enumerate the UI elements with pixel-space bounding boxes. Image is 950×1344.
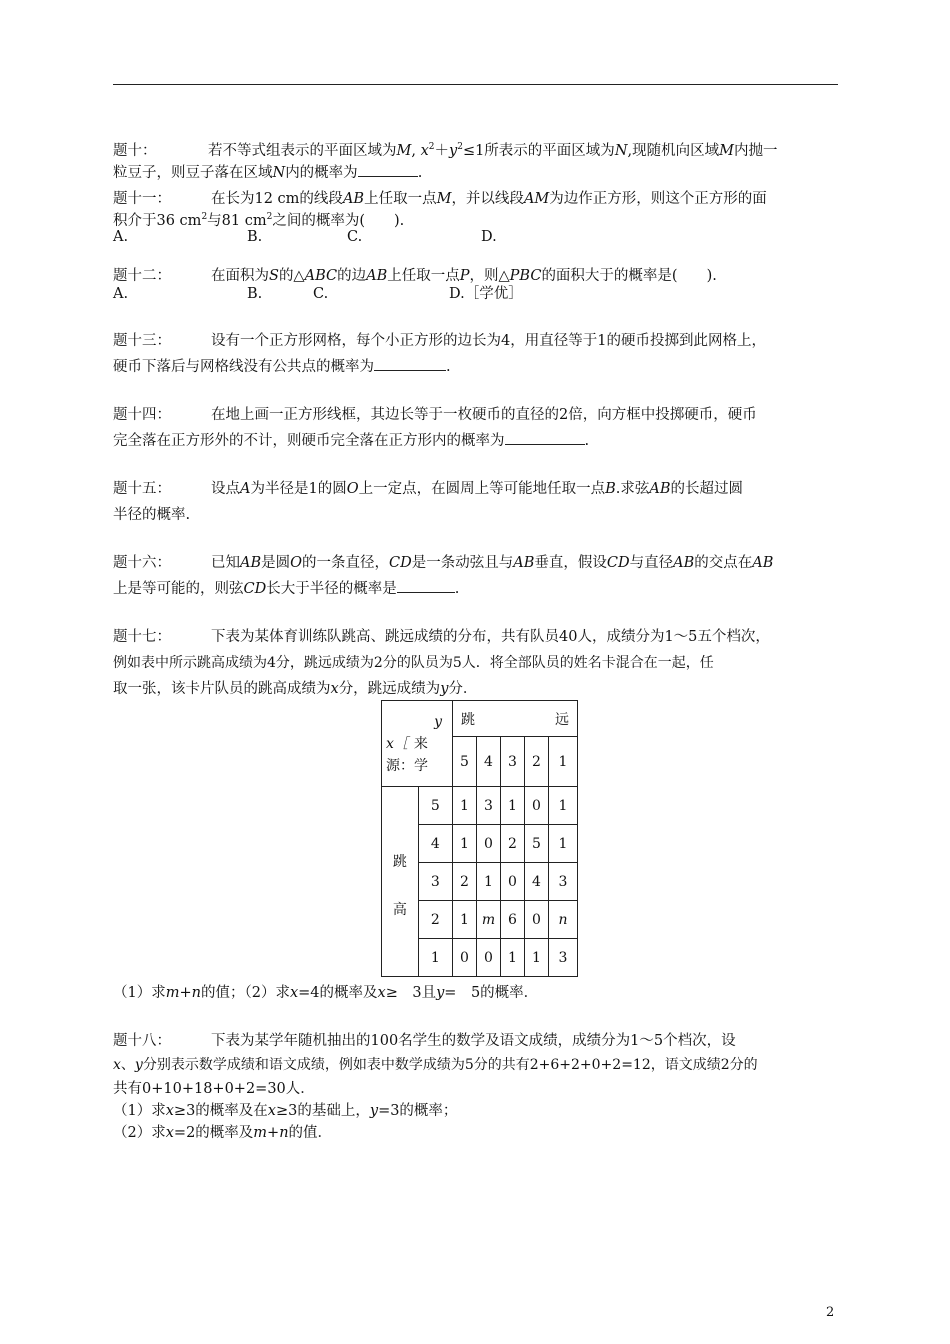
question-13: 题十三： 设有一个正方形网格，每个小正方形的边长为4，用直径等于1的硬币投掷到此网格上， 硬币下落后与网格线没有公共点的概率为 . (113, 333, 766, 375)
q12-options (113, 285, 613, 303)
option-b: B. (247, 229, 263, 245)
col-header: 2 (525, 737, 549, 787)
table-cell: 4 (525, 863, 549, 901)
col-header: 4 (477, 737, 501, 787)
table-cell: 3 (549, 939, 578, 977)
table-cell: 2 (501, 825, 525, 863)
row-header: 4 (418, 825, 452, 863)
q11-options (113, 228, 613, 246)
question-17-subparts: （1）求m+n的值；（2）求x=4的概率及x≥ 3且y= 5的概率． (113, 985, 539, 1001)
table-cell: 2 (453, 863, 477, 901)
question-12: 题十二： 在面积为S的△ABC的边AB上任取一点P，则△PBC的面积大于的概率是( ). (113, 268, 717, 284)
answer-blank (397, 578, 455, 593)
col-header: 1 (549, 737, 578, 787)
row-header: 3 (418, 863, 452, 901)
table-cell: 3 (477, 787, 501, 825)
table-cell: 1 (549, 825, 578, 863)
row-header: 2 (418, 901, 452, 939)
table-cell: 0 (501, 863, 525, 901)
table-cell: 1 (501, 939, 525, 977)
table-cell: 0 (525, 901, 549, 939)
question-14: 题十四： 在地上画一正方形线框，其边长等于一枚硬币的直径的2倍，向方框中投掷硬币，硬币 完全落在正方形外的不计，则硬币完全落在正方形内的概率为 . (113, 407, 757, 449)
question-17: 题十七： 下表为某体育训练队跳高、跳远成绩的分布，共有队员40人，成绩分为1～5五个档次， 例如表中所示跳高成绩为4分，跳远成绩为2分的队员为5人．将全部队员的姓名卡混合在一起，任 取一张，该卡片队员的跳高成绩为x分，跳远成绩为y分． (113, 629, 770, 697)
score-table (381, 700, 578, 977)
table-cell: m (477, 901, 501, 939)
header-rule (113, 84, 838, 85)
row-header: 5 (418, 787, 452, 825)
option-d: D. (481, 229, 497, 245)
answer-blank (374, 356, 446, 371)
table-header-tiaoyuan: 跳 远 (453, 701, 578, 737)
table-cell: 5 (525, 825, 549, 863)
option-a: A. (113, 286, 129, 302)
question-18: 题十八： 下表为某学年随机抽出的100名学生的数学及语文成绩，成绩分为1～5个档次，设 x、y分别表示数学成绩和语文成绩，例如表中数学成绩为5分的共有2+6+2+0+2=12，语文成绩2分的 共有0+10+18+0+2=30人． （1）求x≥3的概率及在x≥3的基础上，y=3的概率； （2）求x=2的概率及m+n的值． (113, 1033, 758, 1141)
table-cell: 1 (453, 825, 477, 863)
col-header: 5 (453, 737, 477, 787)
option-d: D.［学优］ (449, 286, 523, 302)
page-number: 2 (826, 1305, 835, 1320)
table-cell: 0 (453, 939, 477, 977)
question-11: 题十一： 在长为12 cm的线段AB上任取一点M，并以线段AM为边作正方形，则这个正方形的面 积介于36 $cm^2$与81 $cm^2$之间的概率为( ). (113, 191, 767, 229)
question-16: 题十六： 已知AB是圆O的一条直径，CD是一条动弦且与AB垂直，假设CD与直径AB的交点在AB 上是等可能的，则弦CD长大于半径的概率是 . (113, 555, 774, 597)
option-c: C. (347, 229, 363, 245)
table-cell: 1 (525, 939, 549, 977)
table-corner-cell: y x［ 来 源：学 (382, 701, 453, 787)
question-10: 题十： 若不等式组表示的平面区域为M, $x^2+y^2\le 1$所表示的平面区域为N,现随机向区域M内抛一 粒豆子，则豆子落在区域N内的概率为 . (113, 142, 778, 181)
table-cell: 6 (501, 901, 525, 939)
table-cell: 1 (501, 787, 525, 825)
table-cell: 0 (477, 939, 501, 977)
table-cell: 0 (477, 825, 501, 863)
table-cell: 1 (477, 863, 501, 901)
table-cell: 1 (453, 787, 477, 825)
row-group-tiaogao: 跳 高 (382, 787, 419, 977)
question-15: 题十五： 设点A为半径是1的圆O上一定点，在圆周上等可能地任取一点B.求弦AB的长超过圆 半径的概率. (113, 481, 744, 523)
option-b: B. (247, 286, 263, 302)
row-header: 1 (418, 939, 452, 977)
table-cell: 1 (453, 901, 477, 939)
option-a: A. (113, 229, 129, 245)
answer-blank (358, 162, 418, 177)
table-cell: 0 (525, 787, 549, 825)
option-c: C. (313, 286, 329, 302)
table-cell: 1 (549, 787, 578, 825)
answer-blank (505, 430, 585, 445)
table-cell: n (549, 901, 578, 939)
table-cell: 3 (549, 863, 578, 901)
col-header: 3 (501, 737, 525, 787)
